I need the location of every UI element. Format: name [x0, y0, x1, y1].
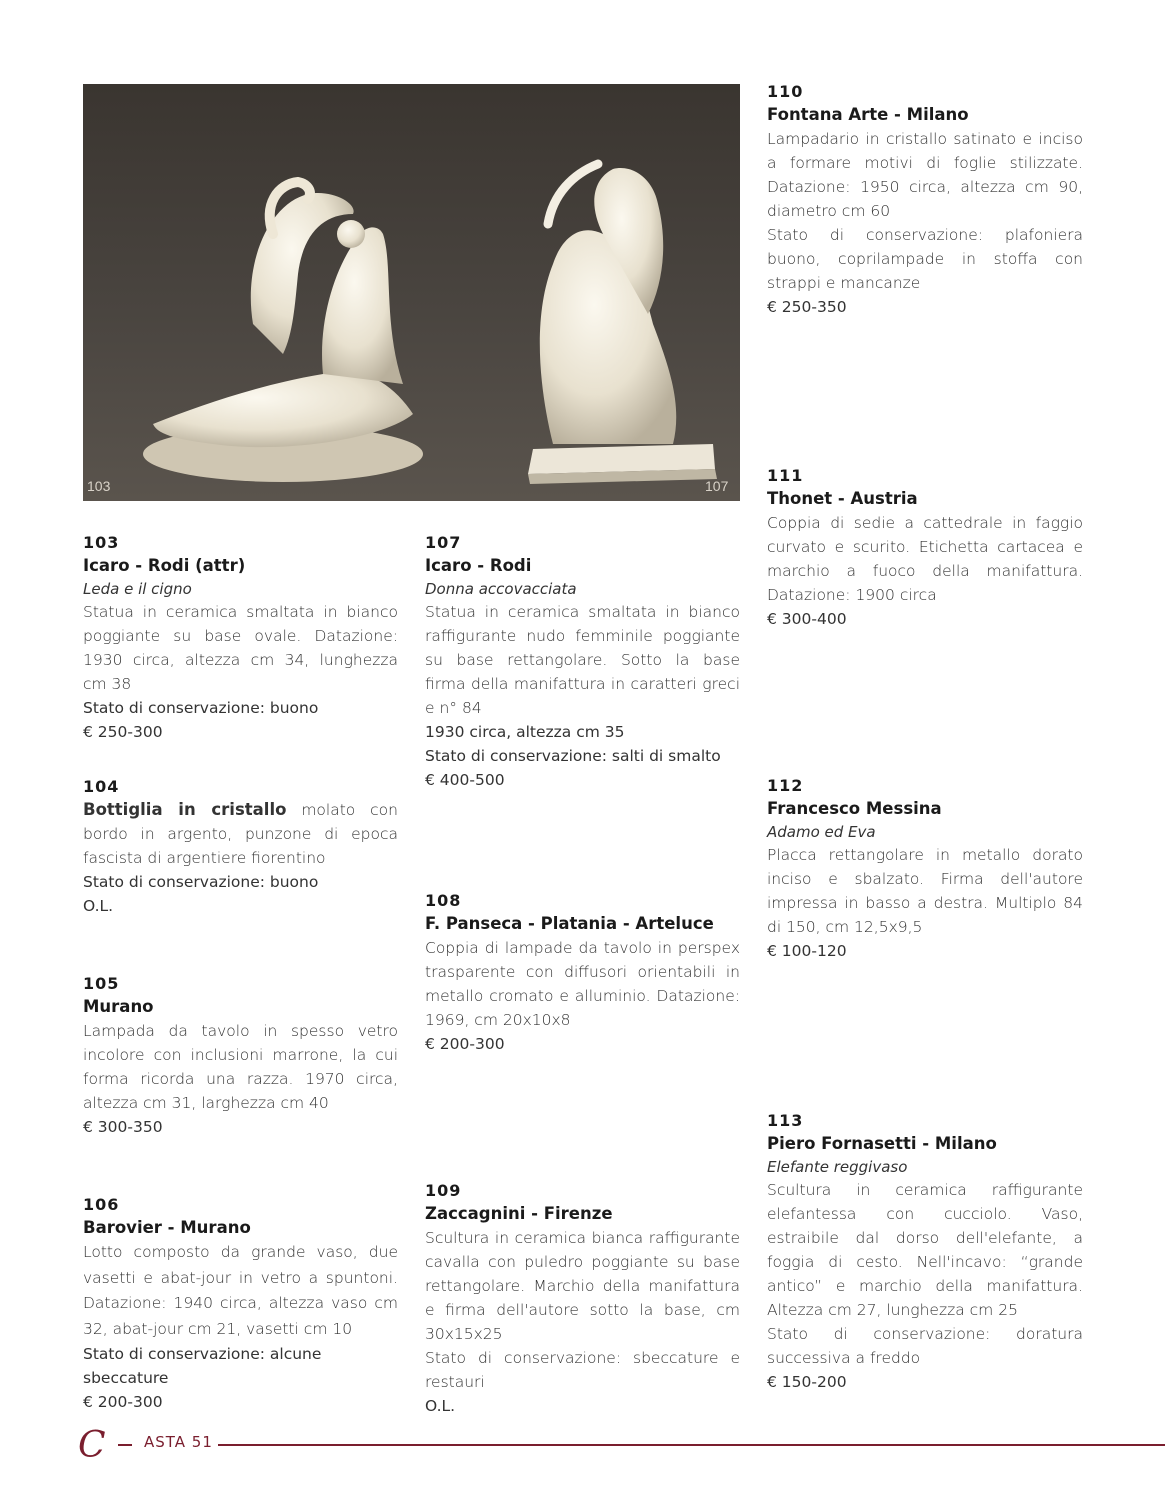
- lot-condition: Stato di conservazione: salti di smalto: [425, 747, 721, 765]
- lot-description: Lampadario in cristallo satinato e inciso a formare motivi di foglie stilizzate. Datazione: 1950 circa, altezza cm 90, diametro cm 60: [767, 130, 1083, 220]
- lot-description: [83, 798, 398, 870]
- lot-condition: Stato di conservazione: sbeccature e restauri: [425, 1349, 740, 1391]
- lot-condition: Stato di conservazione: plafoniera buono, coprilampade in stoffa con strappi e mancanze: [767, 226, 1083, 292]
- lot-condition: Stato di conservazione: buono: [83, 699, 319, 717]
- lot-subtitle: Leda e il cigno: [83, 580, 192, 598]
- lot-price: € 400-500: [425, 771, 505, 789]
- lot-price: € 200-300: [425, 1035, 505, 1053]
- lot-description: Lampada da tavolo in spesso vetro incolore con inclusioni marrone, la cui forma ricorda una razza. 1970 circa, altezza cm 31, larghezza cm 40: [83, 1022, 398, 1112]
- photo-caption-right: 107: [705, 478, 729, 494]
- lot-price: € 250-350: [767, 298, 847, 316]
- lot-title: Fontana Arte - Milano: [767, 105, 969, 124]
- lot-title: Icaro - Rodi: [425, 556, 532, 575]
- lot-number: 106: [83, 1195, 120, 1214]
- lot-number: 111: [767, 466, 804, 485]
- lot-number: 105: [83, 974, 120, 993]
- lot-105: [83, 973, 398, 1139]
- lot-number: 103: [83, 533, 120, 552]
- lot-110: [767, 81, 1083, 319]
- lot-title: Murano: [83, 997, 154, 1016]
- lot-number: 107: [425, 533, 462, 552]
- lot-date: 1930 circa, altezza cm 35: [425, 723, 625, 741]
- lot-price: € 250-300: [83, 723, 163, 741]
- lot-title: Thonet - Austria: [767, 489, 918, 508]
- lot-condition: Stato di conservazione: doratura successiva a freddo: [767, 1325, 1083, 1367]
- lot-description: Scultura in ceramica raffigurante elefantessa con cucciolo. Vaso, estraibile dal dorso dell'elefante, a foggia di cesto. Nell'incavo: “grande antico” e marchio della manifattura. Altezza cm 27, lunghezza cm 25: [767, 1181, 1083, 1319]
- lot-description: Statua in ceramica smaltata in bianco raffigurante nudo femminile poggiante su base rettangolare. Sotto la base firma della manifattura in caratteri greci e n° 84: [425, 603, 740, 717]
- lot-109: [425, 1180, 740, 1418]
- lot-condition: Stato di conservazione: buono: [83, 873, 319, 891]
- lot-price: € 150-200: [767, 1373, 847, 1391]
- lot-number: 110: [767, 82, 804, 101]
- lot-price: € 100-120: [767, 942, 847, 960]
- lot-112: [767, 775, 1083, 963]
- lot-price: O.L.: [83, 897, 114, 915]
- photo-caption-left: 103: [87, 478, 111, 494]
- page-footer: [78, 1425, 1165, 1465]
- lot-description: Lotto composto da grande vaso, due vasetti e abat-jour in vetro a spuntoni. Datazione: 1940 circa, altezza vaso cm 32, abat-jour cm 21, vasetti cm 10: [83, 1243, 398, 1338]
- lot-title: Barovier - Murano: [83, 1218, 251, 1237]
- lot-title: F. Panseca - Platania - Arteluce: [425, 914, 714, 933]
- lot-107: [425, 532, 740, 792]
- footer-label: ASTA 51: [144, 1433, 213, 1451]
- lot-description: Placca rettangolare in metallo dorato inciso e sbalzato. Firma dell'autore impressa in basso a destra. Multiplo 84 di 150, cm 12,5x9,5: [767, 846, 1083, 936]
- lot-description-rest: molato con bordo in argento, punzone di epoca fascista di argentiere fiorentino: [83, 801, 398, 867]
- brand-logo: C: [78, 1425, 106, 1466]
- lot-subtitle: Elefante reggivaso: [767, 1158, 908, 1176]
- lot-price: O.L.: [425, 1397, 456, 1415]
- lot-number: 113: [767, 1111, 804, 1130]
- lot-113: [767, 1110, 1083, 1394]
- lot-price: € 200-300: [83, 1393, 163, 1411]
- lot-number: 108: [425, 891, 462, 910]
- lot-108: [425, 890, 740, 1056]
- lot-condition: Stato di conservazione: alcune sbeccature: [83, 1345, 322, 1387]
- lot-description: Coppia di lampade da tavolo in perspex trasparente con diffusori orientabili in metallo cromato e alluminio. Datazione: 1969, cm 20x10x8: [425, 939, 740, 1029]
- lot-111: [767, 465, 1083, 631]
- sculpture-illustration: [83, 84, 740, 501]
- footer-rule: [218, 1444, 1165, 1446]
- lot-photo: [83, 84, 740, 501]
- lot-number: 104: [83, 777, 120, 796]
- lot-title: Zaccagnini - Firenze: [425, 1204, 613, 1223]
- lot-104: [83, 776, 398, 918]
- lot-title: Francesco Messina: [767, 799, 942, 818]
- lot-106: [83, 1194, 398, 1414]
- lot-number: 109: [425, 1181, 462, 1200]
- lot-price: € 300-400: [767, 610, 847, 628]
- lot-price: € 300-350: [83, 1118, 163, 1136]
- lot-title: Bottiglia in cristallo: [83, 800, 287, 819]
- footer-dash: [118, 1444, 132, 1446]
- lot-description: Coppia di sedie a cattedrale in faggio curvato e scurito. Etichetta cartacea e marchio a fuoco della manifattura. Datazione: 1900 circa: [767, 514, 1083, 604]
- lot-subtitle: Donna accovacciata: [425, 580, 577, 598]
- lot-title: Icaro - Rodi (attr): [83, 556, 246, 575]
- lot-subtitle: Adamo ed Eva: [767, 823, 876, 841]
- lot-103: [83, 532, 398, 744]
- lot-description: Statua in ceramica smaltata in bianco poggiante su base ovale. Datazione: 1930 circa, altezza cm 34, lunghezza cm 38: [83, 603, 398, 693]
- lot-description: Scultura in ceramica bianca raffigurante cavalla con puledro poggiante su base rettangolare. Marchio della manifattura e firma dell'autore sotto la base, cm 30x15x25: [425, 1229, 740, 1343]
- lot-title: Piero Fornasetti - Milano: [767, 1134, 997, 1153]
- lot-number: 112: [767, 776, 804, 795]
